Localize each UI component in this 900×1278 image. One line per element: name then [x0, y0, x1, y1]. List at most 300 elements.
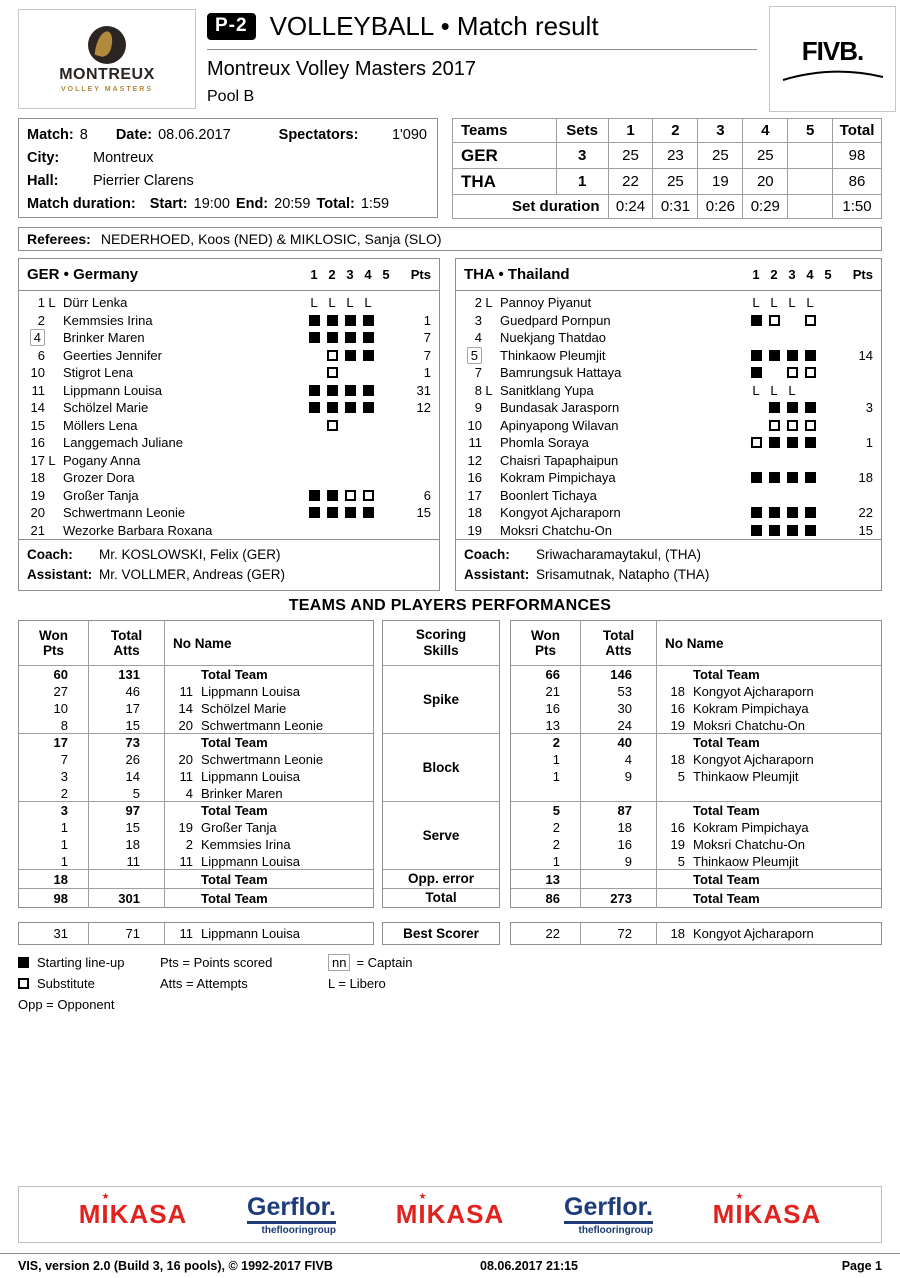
- set-symbol-cell: [341, 382, 359, 399]
- set-symbol-cell: [765, 382, 783, 399]
- perf-player-name: Schölzel Marie: [201, 701, 287, 716]
- set-symbol-cell: [305, 434, 323, 451]
- set-symbol-cell: [747, 399, 765, 416]
- won-points-value: 8: [19, 717, 89, 734]
- set-symbol-cell: [819, 452, 837, 469]
- starting-lineup-square-icon: [327, 332, 338, 343]
- set-symbol-cell: [747, 347, 765, 364]
- starting-lineup-square-icon: [327, 402, 338, 413]
- set-symbol-cell: [801, 364, 819, 381]
- set-symbol-cell: [819, 399, 837, 416]
- coach-section: [19, 539, 439, 590]
- set-symbol-cell: [323, 452, 341, 469]
- set-duration-total: 1:50: [833, 195, 882, 219]
- perf-row: [19, 870, 373, 889]
- set-symbol-cell: [341, 312, 359, 329]
- perf-row: [19, 683, 373, 700]
- filled-square-icon: [18, 957, 29, 968]
- set-symbol-cell: [765, 399, 783, 416]
- captain-number-box: 4: [30, 329, 45, 346]
- team-total-points: 86: [833, 169, 882, 195]
- referees-label: Referees:: [27, 231, 91, 247]
- total-attempts-value: 73: [89, 734, 165, 751]
- set-duration-value: 0:29: [743, 195, 788, 219]
- team-code: THA: [453, 169, 557, 195]
- won-points-value: 16: [511, 700, 581, 717]
- player-name: Stigrot Lena: [63, 365, 134, 381]
- player-name: Nuekjang Thatdao: [500, 330, 607, 346]
- set-symbol-cell: [801, 347, 819, 364]
- player-number: 4: [474, 330, 482, 346]
- set-symbol-cell: [783, 522, 801, 539]
- set-symbol-cell: [783, 294, 801, 311]
- perf-player-number: [171, 734, 193, 751]
- perf-player-name: Moksri Chatchu-On: [693, 718, 805, 733]
- player-name: Chaisri Tapaphaipun: [500, 452, 619, 468]
- montreux-logo-subtitle: VOLLEY MASTERS: [60, 85, 154, 93]
- player-name: Langgemach Juliane: [63, 435, 183, 451]
- substitute-square-icon: [327, 420, 338, 431]
- perf-player-number: 20: [178, 752, 193, 767]
- montreux-logo: [18, 9, 196, 109]
- perf-player-number: 18: [670, 752, 685, 767]
- player-set-symbols: [747, 329, 837, 346]
- tournament-name: Montreux Volley Masters 2017: [207, 58, 477, 80]
- player-row: [456, 399, 881, 417]
- assistant-name: Mr. VOLLMER, Andreas (GER): [99, 567, 286, 583]
- duration-label: Match duration:: [27, 195, 136, 212]
- set-duration-label: Set duration: [453, 195, 609, 219]
- coach-row: [27, 545, 431, 565]
- set-symbol-cell: [783, 382, 801, 399]
- perf-player-cell: [165, 870, 373, 889]
- perf-player-number: [663, 870, 685, 889]
- perf-player-name: Kongyot Ajcharaporn: [693, 684, 814, 699]
- player-set-symbols: [747, 364, 837, 381]
- set-symbol-cell: [359, 504, 377, 521]
- player-points: 15: [858, 522, 873, 538]
- player-number: 2: [474, 295, 482, 311]
- perf-player-cell: [165, 853, 373, 870]
- set-symbol-cell: [819, 294, 837, 311]
- player-row: [456, 329, 881, 347]
- perf-player-name: Schwertmann Leonie: [201, 752, 324, 767]
- won-points-value: 31: [19, 923, 89, 944]
- perf-player-cell: [657, 734, 881, 751]
- hall-label: Hall:: [27, 172, 59, 189]
- player-points: 7: [423, 330, 431, 346]
- set-symbol-cell: [765, 434, 783, 451]
- perf-player-name: Kemmsies Irina: [201, 837, 291, 852]
- libero-set-marker: L: [346, 295, 354, 311]
- starting-lineup-square-icon: [787, 507, 798, 518]
- player-number: 9: [474, 400, 482, 416]
- total-attempts-value: 17: [89, 700, 165, 717]
- total-attempts-value: 26: [89, 751, 165, 768]
- footer: [0, 1259, 900, 1277]
- perf-player-number: [171, 802, 193, 819]
- starting-lineup-label: Starting line-up: [37, 955, 125, 970]
- set-symbol-cell: [341, 399, 359, 416]
- substitute-square-icon: [805, 367, 816, 378]
- gerflor-wordmark: Gerflor.: [564, 1194, 653, 1224]
- perf-player-name: Kongyot Ajcharaporn: [693, 752, 814, 767]
- player-row: [456, 346, 881, 364]
- match-info-box: [18, 118, 438, 218]
- perf-player-cell: [165, 751, 373, 768]
- player-set-symbols: [305, 364, 395, 381]
- won-points-value: 1: [511, 853, 581, 870]
- player-row: [456, 504, 881, 522]
- no-name-header: No Name: [665, 635, 724, 651]
- won-points-value: 1: [19, 836, 89, 853]
- libero-marker: L: [485, 295, 493, 311]
- player-number: 19: [467, 522, 482, 538]
- perf-section-ger: [19, 801, 373, 869]
- team-sets-won: 3: [556, 143, 608, 169]
- set-score: 22: [608, 169, 653, 195]
- player-set-symbols: [747, 399, 837, 416]
- pts-label: Pts: [42, 643, 64, 658]
- perf-row: [511, 819, 881, 836]
- substitute-square-icon: [327, 350, 338, 361]
- starting-lineup-square-icon: [751, 525, 762, 536]
- player-set-symbols: [747, 522, 837, 539]
- total-attempts-value: 46: [89, 683, 165, 700]
- perf-row: [19, 802, 373, 819]
- perf-player-name: Thinkaow Pleumjit: [693, 769, 799, 784]
- spectators-value: 1'090: [391, 126, 427, 143]
- set-symbol-cell: [377, 522, 395, 539]
- set-symbol-cell: [765, 487, 783, 504]
- won-pts-header: [511, 621, 581, 665]
- player-name: Apinyapong Wilavan: [500, 417, 619, 433]
- total-attempts-value: [89, 870, 165, 889]
- total-atts-header: [89, 621, 165, 665]
- perf-player-cell: [165, 802, 373, 819]
- player-number: 3: [474, 312, 482, 328]
- perf-player-name: Kokram Pimpichaya: [693, 820, 809, 835]
- player-name: Kemmsies Irina: [63, 312, 153, 328]
- total-attempts-value: 18: [581, 819, 657, 836]
- player-name: Boonlert Tichaya: [500, 487, 597, 503]
- set-symbol-cell: [747, 434, 765, 451]
- perf-row: [19, 889, 373, 908]
- set-symbol-cell: [377, 417, 395, 434]
- gerflor-logo: [247, 1194, 336, 1236]
- set-symbol-cell: [765, 469, 783, 486]
- perf-player-cell: [165, 700, 373, 717]
- starting-lineup-square-icon: [751, 350, 762, 361]
- player-number: 20: [30, 505, 45, 521]
- perf-player-cell: [657, 802, 881, 819]
- starting-lineup-square-icon: [345, 402, 356, 413]
- perf-row: [511, 700, 881, 717]
- set-score: 23: [653, 143, 698, 169]
- player-points: 3: [865, 400, 873, 416]
- perf-row: [19, 700, 373, 717]
- player-name: Pogany Anna: [63, 452, 141, 468]
- player-name: Schölzel Marie: [63, 400, 149, 416]
- player-number: 10: [467, 417, 482, 433]
- perf-player-name: Total Team: [201, 891, 268, 906]
- player-row: [456, 451, 881, 469]
- player-row: [456, 434, 881, 452]
- starting-lineup-square-icon: [309, 385, 320, 396]
- perf-player-name: Total Team: [693, 872, 760, 887]
- perf-player-name: Total Team: [693, 735, 760, 750]
- perf-player-number: 2: [185, 837, 193, 852]
- perf-player-cell: [657, 853, 881, 870]
- set-symbol-cell: [765, 294, 783, 311]
- perf-section-tha: [511, 801, 881, 869]
- total-attempts-value: 24: [581, 717, 657, 734]
- set-duration-value: 0:26: [698, 195, 743, 219]
- won-points-value: 3: [19, 768, 89, 785]
- player-row: [19, 294, 439, 312]
- won-points-value: 98: [19, 889, 89, 908]
- best-scorer-germany: [18, 922, 374, 945]
- score-col-header: 2: [653, 119, 698, 143]
- date-label: Date:: [115, 126, 153, 143]
- player-number: [27, 330, 45, 345]
- player-set-symbols: [305, 312, 395, 329]
- total-attempts-value: 87: [581, 802, 657, 819]
- perf-player-cell: [657, 768, 881, 785]
- perf-player-cell: [657, 870, 881, 889]
- perf-player-number: [663, 734, 685, 751]
- player-points: 14: [858, 347, 873, 363]
- end-label: End:: [235, 195, 269, 212]
- player-name: Kokram Pimpichaya: [500, 470, 616, 486]
- total-attempts-value: 301: [89, 889, 165, 908]
- skill-label: Block: [383, 733, 499, 801]
- set-symbol-cell: [305, 522, 323, 539]
- gerflor-tagline: theflooringroup: [261, 1224, 336, 1236]
- won-points-value: 27: [19, 683, 89, 700]
- set-symbol-cell: [765, 417, 783, 434]
- perf-row: [19, 785, 373, 802]
- libero-marker: L: [485, 382, 493, 398]
- starting-lineup-square-icon: [769, 525, 780, 536]
- won-pts-header: [19, 621, 89, 665]
- perf-player-number: 18: [670, 926, 685, 941]
- substitute-square-icon: [769, 315, 780, 326]
- set-column-number: 1: [752, 266, 760, 282]
- referees-value: NEDERHOED, Koos (NED) & MIKLOSIC, Sanja (SLO): [100, 231, 442, 247]
- player-points: 12: [416, 400, 431, 416]
- set-duration-value: 0:24: [608, 195, 653, 219]
- perf-row: [511, 802, 881, 819]
- perf-player-name: Total Team: [201, 872, 268, 887]
- assistant-row: [27, 565, 431, 585]
- won-points-value: 7: [19, 751, 89, 768]
- starting-lineup-square-icon: [805, 472, 816, 483]
- libero-marker: L: [48, 452, 56, 468]
- perf-player-name: Lippmann Louisa: [201, 684, 301, 699]
- set-symbol-cell: [747, 522, 765, 539]
- match-label: Match:: [27, 126, 74, 143]
- won-points-value: 2: [511, 836, 581, 853]
- starting-lineup-square-icon: [751, 507, 762, 518]
- player-number: 10: [30, 365, 45, 381]
- set-column-number: 4: [806, 266, 814, 282]
- starting-lineup-square-icon: [769, 350, 780, 361]
- player-name: Brinker Maren: [63, 330, 145, 346]
- assistant-label: Assistant:: [27, 567, 93, 583]
- set-score: 19: [698, 169, 743, 195]
- won-points-value: [511, 785, 581, 802]
- set-symbol-cell: [323, 312, 341, 329]
- legend-pts: Pts = Points scored: [160, 955, 273, 970]
- set-symbol-cell: [359, 522, 377, 539]
- player-number: 8: [474, 382, 482, 398]
- set-column-number: 2: [770, 266, 778, 282]
- perf-player-number: 19: [670, 718, 685, 733]
- perf-player-name: Kokram Pimpichaya: [693, 701, 809, 716]
- set-score: [788, 143, 833, 169]
- performance-header-row: [19, 621, 373, 665]
- won-points-value: 2: [19, 785, 89, 802]
- player-points: 6: [423, 487, 431, 503]
- set-symbol-cell: [377, 469, 395, 486]
- libero-set-marker: L: [770, 382, 778, 398]
- perf-row: [511, 870, 881, 889]
- player-set-symbols: [305, 487, 395, 504]
- player-row: [19, 469, 439, 487]
- starting-lineup-square-icon: [345, 315, 356, 326]
- player-number: 18: [467, 505, 482, 521]
- substitute-square-icon: [769, 420, 780, 431]
- set-symbol-cell: [747, 312, 765, 329]
- set-symbol-cell: [819, 417, 837, 434]
- assistant-name: Srisamutnak, Natapho (THA): [536, 567, 710, 583]
- perf-player-number: 11: [179, 854, 193, 869]
- perf-player-number: 11: [179, 769, 193, 784]
- perf-player-number: 16: [670, 701, 685, 716]
- set-score: 25: [653, 169, 698, 195]
- player-number: 17: [467, 487, 482, 503]
- player-set-symbols: [747, 294, 837, 311]
- pts-column-header: Pts: [410, 266, 431, 282]
- set-symbol-cell: [783, 364, 801, 381]
- perf-player-name: Großer Tanja: [201, 820, 277, 835]
- set-symbol-cell: [341, 522, 359, 539]
- player-name: Lippmann Louisa: [63, 382, 163, 398]
- assistant-label: Assistant:: [464, 567, 530, 583]
- footer-version: VIS, version 2.0 (Build 3, 16 pools), © 1992-2017 FIVB: [18, 1259, 333, 1273]
- mikasa-i: I ★: [735, 1191, 744, 1229]
- total-value: 1:59: [360, 195, 390, 212]
- perf-player-number: 5: [677, 854, 685, 869]
- player-points: 18: [858, 470, 873, 486]
- starting-lineup-square-icon: [805, 525, 816, 536]
- set-symbol-cell: [783, 312, 801, 329]
- footer-divider: [0, 1253, 900, 1254]
- starting-lineup-square-icon: [751, 367, 762, 378]
- set-symbol-cell: [305, 504, 323, 521]
- team-total-points: 98: [833, 143, 882, 169]
- set-symbol-cell: [323, 329, 341, 346]
- match-info-row-4: [27, 192, 427, 215]
- set-symbol-cell: [801, 399, 819, 416]
- start-value: 19:00: [193, 195, 230, 212]
- perf-player-cell: [657, 683, 881, 700]
- footer-page: Page 1: [841, 1259, 882, 1273]
- set-duration-row: [453, 195, 882, 219]
- perf-filler-row: [511, 785, 881, 802]
- perf-section-ger: [19, 888, 373, 907]
- set-symbol-cell: [305, 294, 323, 311]
- roster-header: [19, 259, 439, 291]
- fivb-swoosh-icon: [781, 67, 885, 83]
- page-title: VOLLEYBALL • Match result: [269, 11, 599, 41]
- set-symbol-cell: [341, 364, 359, 381]
- player-name: Wezorke Barbara Roxana: [63, 522, 213, 538]
- starting-lineup-square-icon: [805, 437, 816, 448]
- perf-row: [511, 836, 881, 853]
- set-symbol-cell: [359, 347, 377, 364]
- player-name: Bundasak Jarasporn: [500, 400, 620, 416]
- total-label: Total:: [316, 195, 355, 212]
- header-title-row: [207, 11, 757, 42]
- player-set-symbols: [305, 347, 395, 364]
- spectators-label: Spectators:: [278, 126, 359, 143]
- player-row: [19, 486, 439, 504]
- set-symbol-cell: [747, 382, 765, 399]
- set-symbol-cell: [323, 347, 341, 364]
- legend-row-1: [18, 952, 412, 973]
- sponsor-bar: [18, 1186, 882, 1243]
- set-symbol-cell: [323, 399, 341, 416]
- total-atts-header: [581, 621, 657, 665]
- set-symbol-cell: [359, 382, 377, 399]
- player-name: Pannoy Piyanut: [500, 295, 592, 311]
- substitute-label: Substitute: [37, 976, 95, 991]
- fivb-logo: [769, 6, 896, 112]
- substitute-square-icon: [787, 420, 798, 431]
- roster-team-title: GER • Germany: [27, 265, 139, 283]
- player-number: 2: [37, 312, 45, 328]
- score-col-header: 1: [608, 119, 653, 143]
- set-symbol-cell: [341, 329, 359, 346]
- won-points-value: 21: [511, 683, 581, 700]
- total-attempts-value: 15: [89, 717, 165, 734]
- perf-row: [511, 666, 881, 683]
- player-set-symbols: [747, 434, 837, 451]
- set-column-number: 3: [346, 266, 354, 282]
- set-symbol-cell: [305, 469, 323, 486]
- header: [207, 11, 757, 106]
- coach-row: [464, 545, 873, 565]
- set-symbol-cell: [305, 452, 323, 469]
- set-symbol-cell: [305, 399, 323, 416]
- player-number: 7: [474, 365, 482, 381]
- mikasa-logo: MI ★ KASA: [712, 1191, 822, 1229]
- coach-label: Coach:: [464, 547, 510, 563]
- set-symbol-cell: [341, 504, 359, 521]
- perf-row: [19, 923, 373, 944]
- total-attempts-value: 131: [89, 666, 165, 683]
- set-symbol-cell: [323, 382, 341, 399]
- won-points-value: 66: [511, 666, 581, 683]
- set-symbol-cell: [783, 417, 801, 434]
- set-symbol-cell: [377, 504, 395, 521]
- set-symbol-cell: [359, 364, 377, 381]
- libero-set-marker: L: [788, 382, 796, 398]
- atts-label: Atts: [605, 643, 632, 658]
- score-col-header: 3: [698, 119, 743, 143]
